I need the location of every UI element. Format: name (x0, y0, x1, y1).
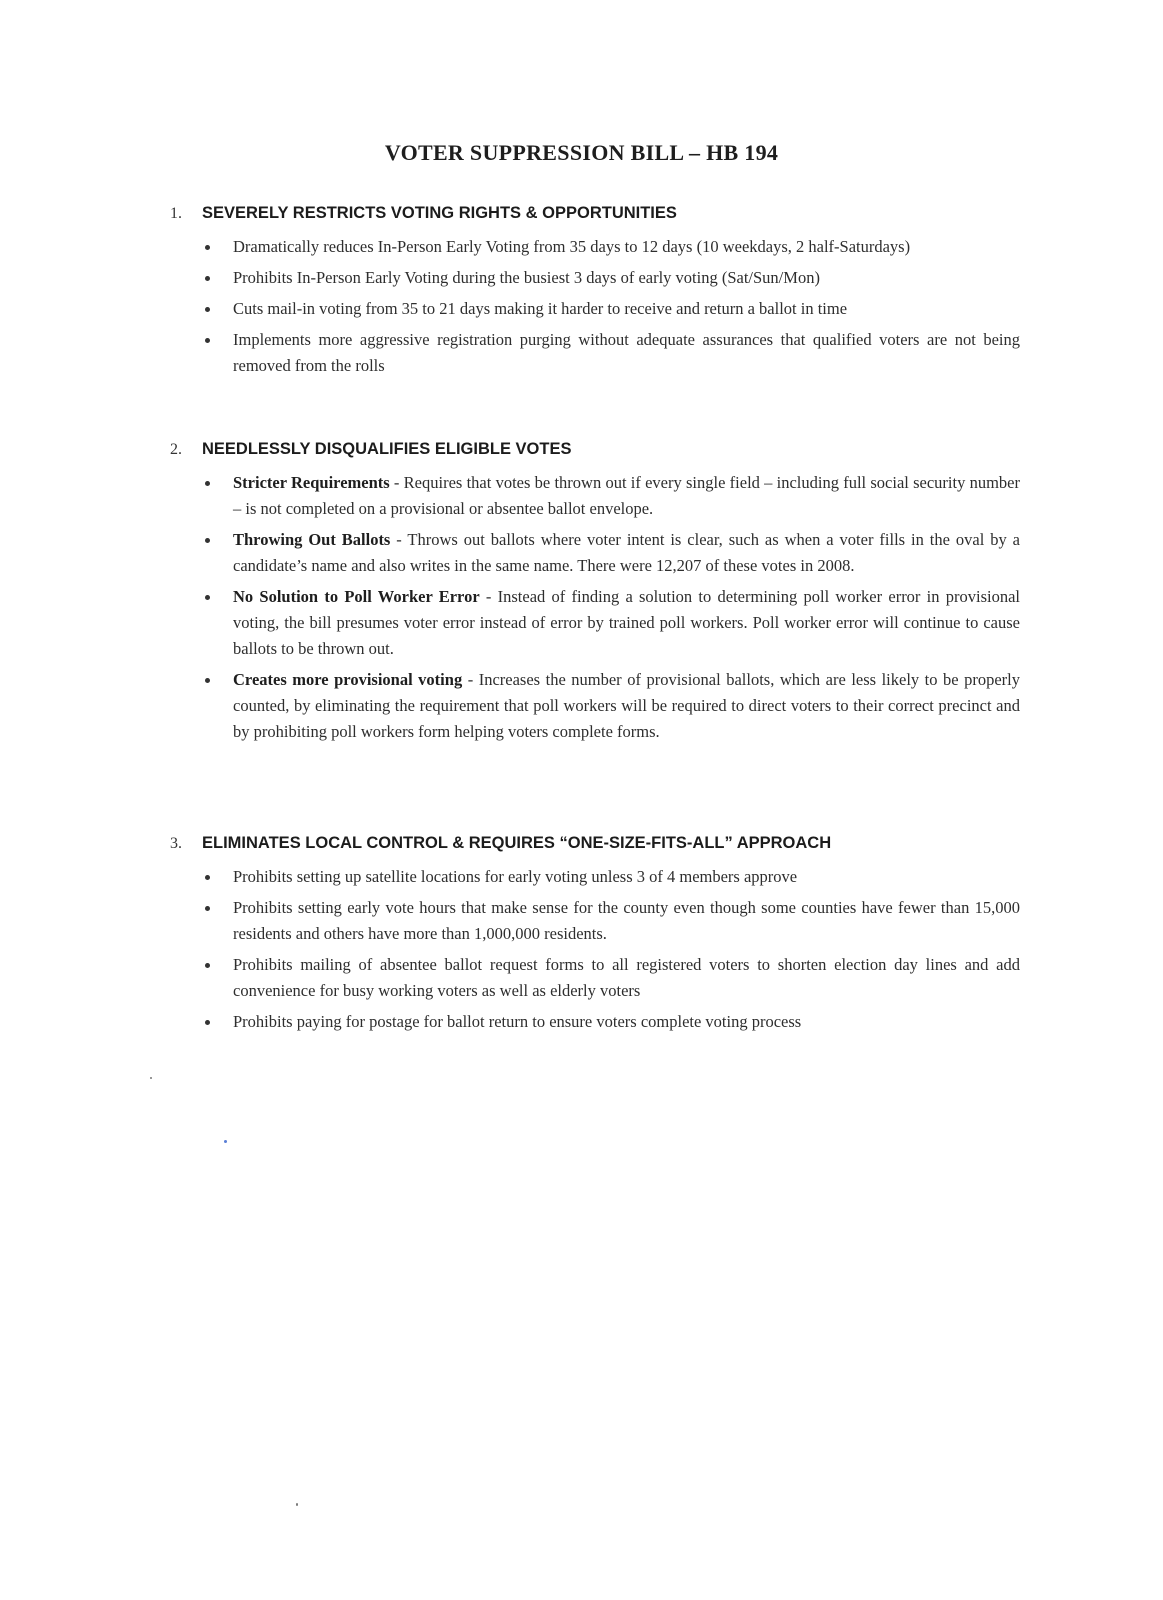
list-item (205, 527, 1020, 579)
item-lead: Creates more provisional voting (233, 670, 463, 689)
list-item (205, 667, 1020, 745)
list-item: Dramatically reduces In-Person Early Voting from 35 days to 12 days (10 weekdays, 2 half-Saturdays) (205, 234, 1020, 260)
list-item: Prohibits setting early vote hours that make sense for the county even though some counties have fewer than 15,000 residents and others have more than 1,000,000 residents. (205, 895, 1020, 947)
list-item: Implements more aggressive registration purging without adequate assurances that qualified voters are not being removed from the rolls (205, 327, 1020, 379)
item-text: - Throws out ballots where voter intent is clear, such as when a voter fills in the oval by a candidate’s name and also writes in the same name. There were 12,207 of these votes in 2008. (233, 530, 1020, 575)
document-title: VOTER SUPPRESSION BILL – HB 194 (384, 140, 779, 165)
item-text: - Requires that votes be thrown out if every single field – including full social security number – is not completed on a provisional or absentee ballot envelope. (233, 473, 1020, 518)
section-2 (170, 440, 1020, 750)
list-item: Cuts mail-in voting from 35 to 21 days making it harder to receive and return a ballot in time (205, 296, 1020, 322)
section-3-header (170, 834, 1020, 858)
list-item: Prohibits mailing of absentee ballot request forms to all registered voters to shorten election day lines and add convenience for busy working voters as well as elderly voters (205, 952, 1020, 1004)
item-lead: Stricter Requirements (233, 473, 390, 492)
section-1-header (170, 204, 1020, 228)
section-1 (170, 204, 1020, 384)
section-2-heading: NEEDLESSLY DISQUALIFIES ELIGIBLE VOTES (202, 440, 572, 458)
scan-speck (296, 1503, 298, 1506)
list-item (205, 584, 1020, 662)
section-2-number: 2. (170, 441, 182, 458)
section-1-heading: SEVERELY RESTRICTS VOTING RIGHTS & OPPORTUNITIES (202, 204, 677, 222)
list-item: Prohibits paying for postage for ballot return to ensure voters complete voting process (205, 1009, 1020, 1035)
list-item (205, 470, 1020, 522)
scan-speck (150, 1077, 152, 1079)
section-2-header (170, 440, 1020, 464)
section-3-number: 3. (170, 835, 182, 852)
section-2-list (170, 470, 1020, 745)
section-3-heading: ELIMINATES LOCAL CONTROL & REQUIRES “ONE-SIZE-FITS-ALL” APPROACH (202, 834, 832, 852)
item-text: - Increases the number of provisional ballots, which are less likely to be properly counted, by eliminating the requirement that poll workers will be required to direct voters to their correct precinct and by prohibiting poll workers form helping voters complete forms. (233, 670, 1021, 741)
section-3-list (170, 864, 1020, 1035)
scan-speck (224, 1140, 227, 1143)
section-3 (170, 834, 1020, 1040)
section-1-number: 1. (170, 205, 182, 222)
list-item: Prohibits setting up satellite locations for early voting unless 3 of 4 members approve (205, 864, 1020, 890)
item-text: - Instead of finding a solution to determining poll worker error in provisional voting, the bill presumes voter error instead of error by trained poll workers. Poll worker error will continue to cause ballots to be thrown out. (233, 587, 1021, 658)
item-lead: Throwing Out Ballots (233, 530, 391, 549)
list-item: Prohibits In-Person Early Voting during the busiest 3 days of early voting (Sat/Sun/Mon) (205, 265, 1020, 291)
section-1-list (170, 234, 1020, 379)
item-lead: No Solution to Poll Worker Error (233, 587, 480, 606)
